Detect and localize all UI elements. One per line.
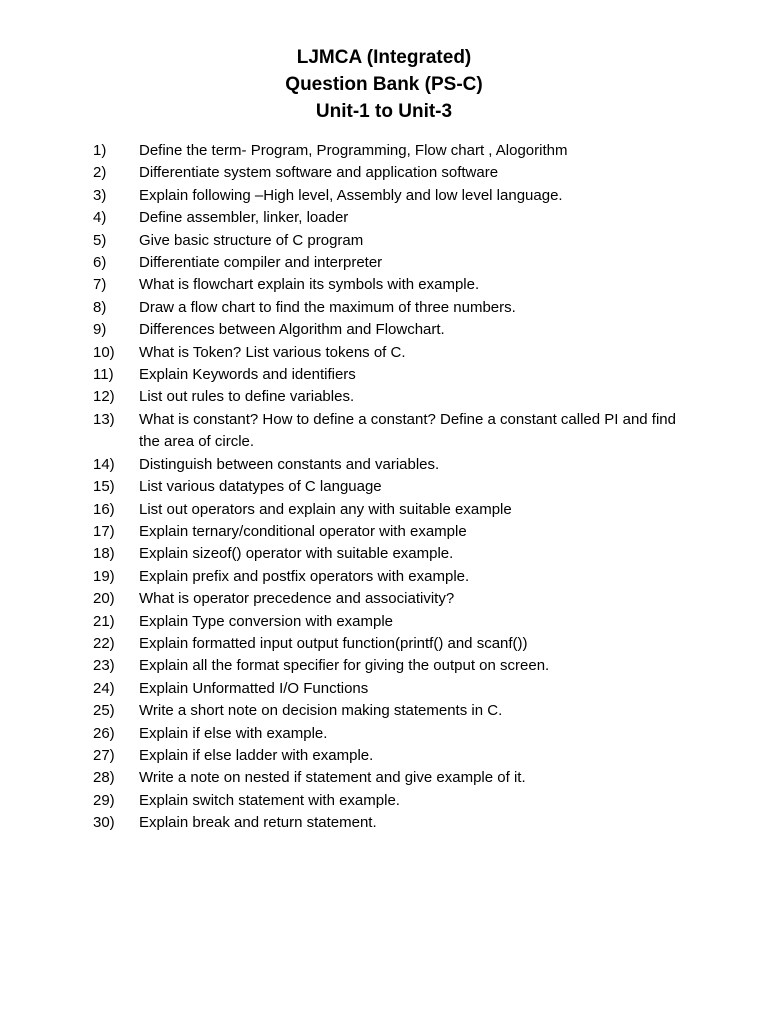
question-item (93, 319, 693, 341)
question-item (93, 140, 693, 162)
question-item (93, 274, 693, 296)
question-number: 25) (93, 702, 115, 720)
question-number: 15) (93, 478, 115, 496)
question-text: What is operator precedence and associativity? (139, 590, 455, 608)
question-item (93, 655, 693, 677)
question-item (93, 207, 693, 229)
question-text: Explain break and return statement. (139, 814, 377, 832)
question-item (93, 633, 693, 655)
question-text: Explain sizeof() operator with suitable example. (139, 545, 454, 563)
question-item (93, 611, 693, 633)
question-number: 7) (93, 276, 107, 294)
question-text: Explain all the format specifier for giving the output on screen. (139, 657, 550, 675)
question-number: 14) (93, 455, 115, 473)
question-text: Explain if else with example. (139, 724, 328, 742)
question-text: Differentiate compiler and interpreter (139, 254, 383, 272)
question-item (93, 700, 693, 722)
question-item (93, 767, 693, 789)
question-item (93, 454, 693, 476)
question-item (93, 723, 693, 745)
question-text: Give basic structure of C program (139, 231, 364, 249)
question-text: Write a note on nested if statement and give example of it. (139, 769, 526, 787)
question-number: 23) (93, 657, 115, 675)
question-text: Draw a flow chart to find the maximum of three numbers. (139, 298, 516, 316)
question-number: 9) (93, 321, 107, 339)
question-number: 2) (93, 164, 107, 182)
question-number: 19) (93, 567, 115, 585)
question-text: Differentiate system software and application software (139, 164, 499, 182)
question-text: Explain prefix and postfix operators with example. (139, 567, 470, 585)
question-text: Define assembler, linker, loader (139, 209, 349, 227)
question-text: Explain following –High level, Assembly and low level language. (139, 186, 563, 204)
document-header (0, 44, 768, 125)
question-number: 28) (93, 769, 115, 787)
question-text: Explain Unformatted I/O Functions (139, 679, 369, 697)
question-item (93, 566, 693, 588)
question-number: 20) (93, 590, 115, 608)
question-text: Explain ternary/conditional operator with example (139, 522, 467, 540)
question-number: 30) (93, 814, 115, 832)
question-item (93, 588, 693, 610)
question-item (93, 812, 693, 834)
question-number: 10) (93, 343, 115, 361)
question-text: What is Token? List various tokens of C. (139, 343, 406, 361)
question-item (93, 297, 693, 319)
header-institute: LJMCA (Integrated) (296, 47, 472, 68)
question-item (93, 499, 693, 521)
question-item (93, 185, 693, 207)
question-number: 1) (93, 142, 107, 159)
question-number: 13) (93, 410, 115, 428)
question-text: List out rules to define variables. (139, 388, 355, 406)
question-number: 11) (93, 366, 114, 384)
question-number: 6) (93, 254, 107, 272)
question-text: List various datatypes of C language (139, 478, 382, 496)
question-number: 17) (93, 522, 115, 540)
question-text: Explain formatted input output function(printf() and scanf()) (139, 634, 528, 652)
question-text: Explain Type conversion with example (139, 612, 394, 630)
question-number: 12) (93, 388, 115, 406)
question-text: Write a short note on decision making statements in C. (139, 702, 503, 720)
question-text: What is constant? How to define a constant? Define a constant called PI and find the area of circle. (139, 410, 676, 451)
question-item (93, 364, 693, 386)
question-item (93, 230, 693, 252)
question-number: 8) (93, 298, 107, 316)
question-text: Distinguish between constants and variables. (139, 455, 440, 473)
question-item (93, 678, 693, 700)
question-number: 24) (93, 679, 115, 697)
question-item (93, 386, 693, 408)
question-text: Explain Keywords and identifiers (139, 366, 356, 384)
question-item (93, 476, 693, 498)
question-number: 29) (93, 791, 115, 809)
question-number: 21) (93, 612, 115, 630)
question-number: 4) (93, 209, 107, 227)
question-number: 22) (93, 634, 115, 652)
question-item (93, 543, 693, 565)
question-text: Explain if else ladder with example. (139, 746, 374, 764)
question-item (93, 521, 693, 543)
question-number: 5) (93, 231, 107, 249)
question-number: 27) (93, 746, 115, 764)
question-text: Differences between Algorithm and Flowchart. (139, 321, 445, 339)
question-number: 16) (93, 500, 115, 518)
question-item (93, 162, 693, 184)
question-text: Define the term- Program, Programming, Flow chart , Alogorithm (139, 142, 568, 159)
question-list (93, 140, 693, 835)
question-item (93, 745, 693, 767)
question-item (93, 342, 693, 364)
question-number: 26) (93, 724, 115, 742)
question-item (93, 252, 693, 274)
question-number: 3) (93, 186, 107, 204)
question-text: What is flowchart explain its symbols with example. (139, 276, 480, 294)
question-text: List out operators and explain any with suitable example (139, 500, 512, 518)
question-item (93, 790, 693, 812)
question-number: 18) (93, 545, 115, 563)
question-text: Explain switch statement with example. (139, 791, 400, 809)
header-units: Unit-1 to Unit-3 (315, 101, 453, 122)
question-item (93, 409, 693, 454)
header-title: Question Bank (PS-C) (285, 74, 483, 95)
